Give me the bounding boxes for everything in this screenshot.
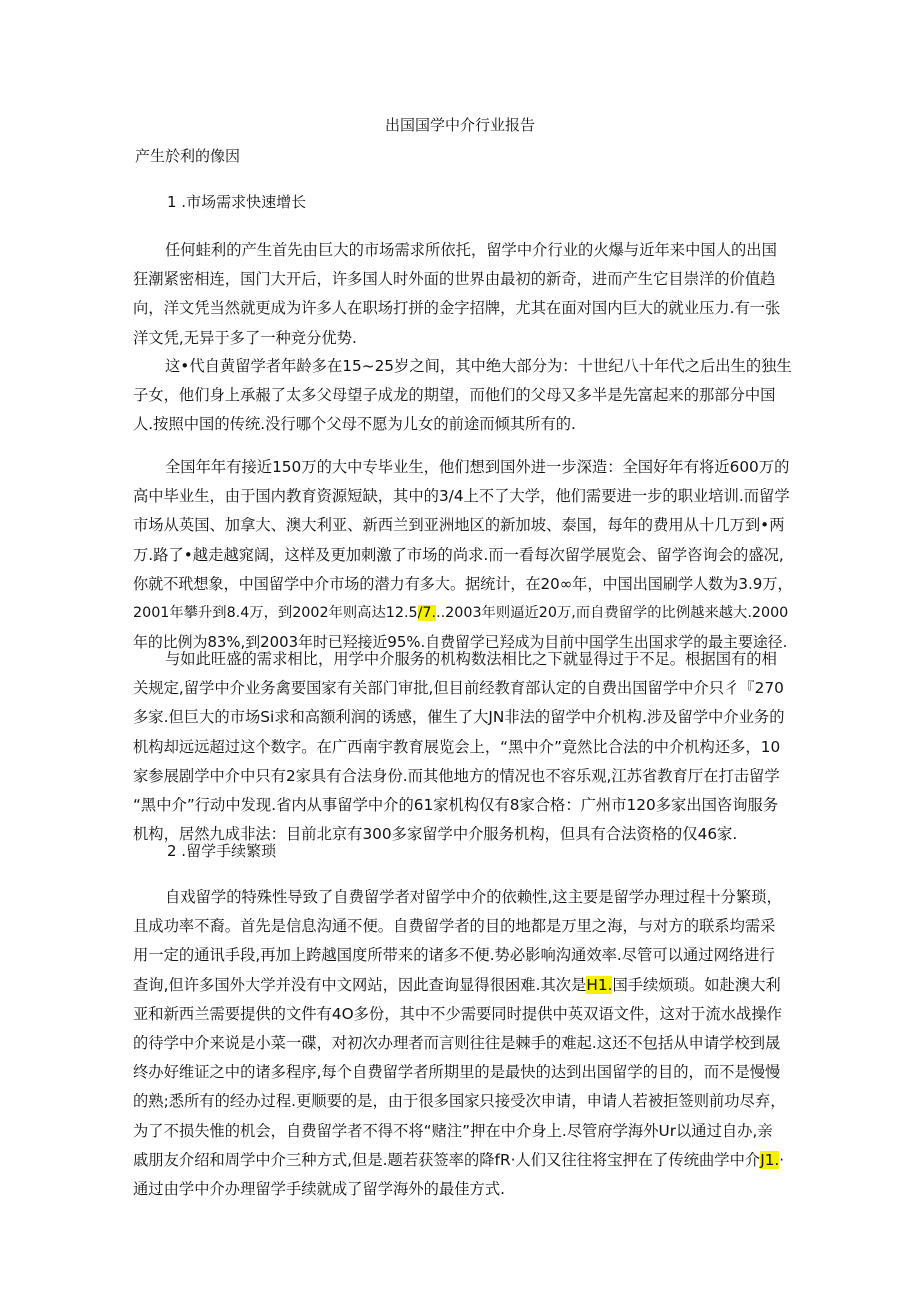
paragraph-line: 子女，他们身上承赧了太多父母望子成龙的期望，而他们的父母又多半是先富起来的那部分中国 xyxy=(133,386,776,405)
heading-market-demand: 1 .市场需求快速增长 xyxy=(167,193,307,211)
paragraph-line: 狂潮紧密相连，国门大开后，许多国人时外面的世界由最初的新奇，进而产生它目崇洋的价值趋 xyxy=(133,270,776,289)
paragraph-line: 向，洋文凭当然就更成为许多人在职场打拼的金字招牌，尤其在面对国内巨大的就业压力.有一张 xyxy=(133,299,781,318)
paragraph-line xyxy=(133,1146,793,1175)
paragraph-line xyxy=(133,599,793,628)
text-segment: ..2003年则逼近20万,而自费留学的比例越来越大.2000 xyxy=(436,604,789,621)
paragraph-line: 洋文凭,无异于多了一种竞分优势. xyxy=(133,328,357,347)
paragraph-line: 与如此旺盛的需求相比，用学中介服务的机构数法相比之下就显得过于不足。根据国有的相 xyxy=(165,650,777,668)
highlighted-text: /7. xyxy=(417,604,437,621)
highlighted-text: J1. xyxy=(760,1150,780,1169)
text-segment: 国手续烦琐。如赴澳大利 xyxy=(612,975,781,994)
paragraph-line: “黑中介”行动中发现.省内从事留学中介的61家机构仅有8家合格：广州市120多家出国咨询服务 xyxy=(133,795,779,814)
paragraph-line xyxy=(133,971,793,1000)
paragraph-line: 人.按照中国的传统.没行哪个父母不愿为儿女的前途而倾其所有的. xyxy=(133,415,576,434)
paragraph-line: 多家.但巨大的市场Si求和高额利润的诱感，催生了大JN非法的留学中介机构.涉及留学中介业务的 xyxy=(133,708,785,727)
paragraph-line: 年的比例为83%,到2003年时已羟接近95%.自费留学已羟成为目前中国学生出国求学的最主要途径. xyxy=(133,633,788,652)
paragraph-line: 全国年年有接近150万的大中专毕业生，他们想到国外进一步深造：全国好年有将近600万的 xyxy=(165,458,790,476)
paragraph-line: 亚和新西兰需要提供的文件有4O多份，其中不少需要同时提供中英双语文件，这对于流水战操作 xyxy=(133,1004,782,1023)
paragraph-line: 万.路了•越走越窕阔，这样及更加刺激了市场的尚求.而一看每次留学展览会、留学咨询会的盛况, xyxy=(133,545,784,564)
paragraph-line: 的待学中介来说是小菜一碟，对初次办理者而言则往往是棘手的难起.这还不包括从申请学校到晟 xyxy=(133,1033,781,1052)
paragraph-line: 自戏留学的特殊性导致了自费留学者对留学中介的依赖性,这主要是留学办理过程十分繁琐， xyxy=(165,888,782,906)
page-title: 出国国学中介行业报告 xyxy=(384,116,535,134)
section-label: 产生於利的像因 xyxy=(135,147,241,165)
paragraph-line: 家参展剧学中介中只有2家具有合法身份.而其他地方的情况也不容乐观,江苏省教育厅在打击留学 xyxy=(133,766,780,785)
paragraph-line: 你就不玳想象，中国留学中介市场的潜力有多大。据统计，在20∞年，中国出国刷学人数为3.9万， xyxy=(133,574,793,593)
highlighted-text: H1. xyxy=(586,975,613,994)
heading-procedures: 2 .留学手续繁琐 xyxy=(167,842,277,860)
paragraph-line: 机构却远远超过这个数字。在广西南宇教育展览会上，“黑中介”竟然比合法的中介机构还多，10 xyxy=(133,737,781,756)
paragraph-4 xyxy=(133,645,793,849)
paragraph-line: 这•代自黄留学者年龄多在15~25岁之间，其中绝大部分为：十世纪八十年代之后出生的独生 xyxy=(165,357,792,375)
paragraph-line: 为了不损失惟的机会，自费留学者不得不将“赌注”押在中介身上.尽管府学海外Ur以通过自办,亲 xyxy=(133,1121,773,1140)
paragraph-line: 机构，居然九成非法：目前北京有300多家留学中介服务机构，但具有合法资格的仅46家. xyxy=(133,825,738,844)
text-segment: 2001年攀升到8.4万，到2002年则高达12.5 xyxy=(133,604,418,621)
paragraph-line: 关规定,留学中介业务禽要国家有关部门审批,但目前经教育部认定的自费出国留学中介只彳『270 xyxy=(133,679,784,698)
text-segment: 戚朋友介绍和周学中介三种方式,但是.题若获签率的降fR·人们又往往将宝押在了传统曲学中介 xyxy=(133,1150,761,1169)
paragraph-line: 任何蛙利的产生首先由巨大的市场需求所依托，留学中介行业的火爆与近年来中国人的出国 xyxy=(165,241,777,259)
paragraph-2 xyxy=(133,352,793,440)
paragraph-line: 市场从英国、加拿大、澳大利亚、新西兰到亚洲地区的新加坡、泰国，每年的费用从十几万到•两 xyxy=(133,516,785,535)
paragraph-line: 高中毕业生，由于国内教育资源短缺，其中的3/4上不了大学，他们需要进一步的职业培训.而留学 xyxy=(133,487,790,506)
paragraph-line: 终办好维证之中的诸多程序,每个自费留学者所期里的是最快的达到出国留学的目的，而不是慢慢 xyxy=(133,1063,781,1082)
text-segment: · xyxy=(779,1150,785,1169)
paragraph-line: 的熟;悉所有的经办过程.更顺要的是，由于很多国家只接受次申请，申请人若被拒签则前功尽弃， xyxy=(133,1092,786,1111)
text-segment: 查询,但许多国外大学并没有中文网站，因此查询显得很困难.其次是 xyxy=(133,975,587,994)
paragraph-line: 且成功率不裔。首先是信息沟通不便。自费留学者的目的地都是万里之海，与对方的联系均需采 xyxy=(133,917,776,936)
paragraph-1 xyxy=(133,236,793,353)
paragraph-line: 通过由学中介办理留学手续就成了留学海外的最佳方式. xyxy=(133,1179,505,1198)
paragraph-line: 用一定的通讯手段,再加上跨越国度所带来的诸多不便.势必影响沟通效率.尽管可以通过网络进行 xyxy=(133,946,775,965)
paragraph-5 xyxy=(133,883,793,1204)
paragraph-3 xyxy=(133,453,793,657)
